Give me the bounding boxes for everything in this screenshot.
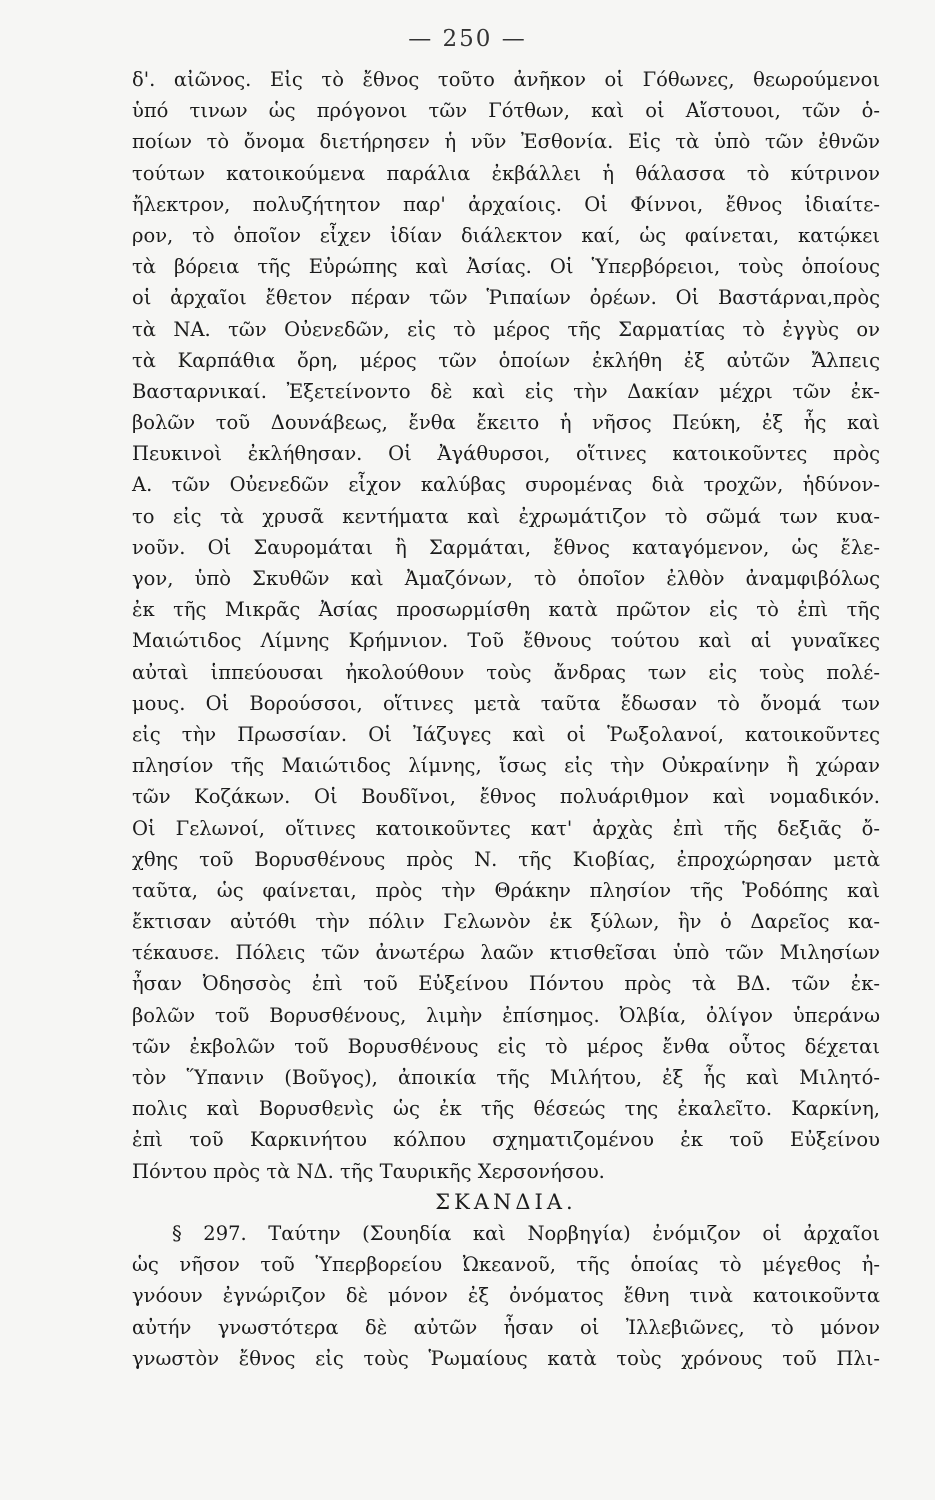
text-line: γνωστὸν ἔθνος εἰς τοὺς Ῥωμαίους κατὰ τοὺς χρόνους τοῦ Πλι- bbox=[132, 1346, 880, 1370]
page-number: — 250 — bbox=[408, 26, 527, 52]
text-line: ἦσαν Ὀδησσὸς ἐπὶ τοῦ Εὐξείνου Πόντου πρὸς τὰ ΒΔ. τῶν ἐκ- bbox=[132, 972, 880, 996]
body-text bbox=[132, 64, 880, 1374]
text-line: ὡς νῆσον τοῦ Ὑπερβορείου Ὠκεανοῦ, τῆς ὁποίας τὸ μέγεθος ἠ- bbox=[132, 1253, 880, 1277]
text-line: Α. τῶν Οὐενεδῶν εἶχον καλύβας συρομένας διὰ τροχῶν, ἡδύνον- bbox=[132, 473, 880, 497]
text-line: ἐκ τῆς Μικρᾶς Ἀσίας προσωρμίσθη κατὰ πρῶτον εἰς τὸ ἐπὶ τῆς bbox=[132, 598, 880, 622]
text-line: ρον, τὸ ὁποῖον εἶχεν ἰδίαν διάλεκτον καί, ὡς φαίνεται, κατῴκει bbox=[132, 223, 880, 247]
text-line: οἱ ἀρχαῖοι ἔθετον πέραν τῶν Ῥιπαίων ὀρέων. Οἱ Βαστάρναι,πρὸς bbox=[132, 286, 880, 310]
text-line: γνόουν ἐγνώριζον δὲ μόνον ἐξ ὀνόματος ἔθνη τινὰ κατοικοῦντα bbox=[132, 1284, 880, 1308]
paragraph-part1 bbox=[132, 64, 880, 1187]
text-line: αὐταὶ ἱππεύουσαι ἠκολούθουν τοὺς ἄνδρας των εἰς τοὺς πολέ- bbox=[132, 660, 880, 684]
text-line: πλησίον τῆς Μαιώτιδος λίμνης, ἴσως εἰς τὴν Οὐκραίνην ἢ χώραν bbox=[132, 754, 880, 778]
text-line: τὰ Καρπάθια ὄρη, μέρος τῶν ὁποίων ἐκλήθη ἐξ αὐτῶν Ἄλπεις bbox=[132, 348, 880, 372]
text-line: βολῶν τοῦ Βορυσθένους, λιμὴν ἐπίσημος. Ὀλβία, ὀλίγον ὑπεράνω bbox=[132, 1003, 880, 1027]
text-line: τούτων κατοικούμενα παράλια ἐκβάλλει ἡ θάλασσα τὸ κύτρινον bbox=[132, 161, 880, 185]
text-line: Οἱ Γελωνοί, οἵτινες κατοικοῦντες κατ' ἀρχὰς ἐπὶ τῆς δεξιᾶς ὄ- bbox=[132, 816, 880, 840]
section-heading: ΣΚΑΝΔΙΑ. bbox=[435, 1189, 577, 1214]
text-line: Πόντου πρὸς τὰ ΝΔ. τῆς Ταυρικῆς Χερσονήσου. bbox=[132, 1159, 605, 1183]
text-line: δ'. αἰῶνος. Εἰς τὸ ἔθνος τοῦτο ἀνῆκον οἱ Γόθωνες, θεωρούμενοι bbox=[132, 68, 880, 91]
paragraph-part2 bbox=[132, 1218, 880, 1374]
text-line: ἐπὶ τοῦ Καρκινήτου κόλπου σχηματιζομένου ἐκ τοῦ Εὐξείνου bbox=[132, 1128, 880, 1152]
text-line: § 297. Ταύτην (Σουηδία καὶ Νορβηγία) ἐνόμιζον οἱ ἀρχαῖοι bbox=[172, 1221, 880, 1245]
text-line: το εἰς τὰ χρυσᾶ κεντήματα καὶ ἐχρωμάτιζον τὸ σῶμά των κυα- bbox=[132, 504, 880, 528]
text-line: Βασταρνικαί. Ἐξετείνοντο δὲ καὶ εἰς τὴν Δακίαν μέχρι τῶν ἐκ- bbox=[132, 379, 880, 403]
text-line: τῶν ἐκβολῶν τοῦ Βορυσθένους εἰς τὸ μέρος ἔνθα οὗτος δέχεται bbox=[132, 1034, 880, 1058]
text-line: τέκαυσε. Πόλεις τῶν ἀνωτέρω λαῶν κτισθεῖσαι ὑπὸ τῶν Μιλησίων bbox=[132, 941, 880, 965]
text-line: νοῦν. Οἱ Σαυρομάται ἢ Σαρμάται, ἔθνος καταγόμενον, ὡς ἔλε- bbox=[132, 535, 880, 559]
text-line: ταῦτα, ὡς φαίνεται, πρὸς τὴν Θράκην πλησίον τῆς Ῥοδόπης καὶ bbox=[132, 878, 880, 902]
text-line: ἤλεκτρον, πολυζήτητον παρ' ἀρχαίοις. Οἱ Φίννοι, ἔθνος ἰδιαίτε- bbox=[132, 192, 880, 216]
text-line: μους. Οἱ Βορούσσοι, οἵτινες μετὰ ταῦτα ἔδωσαν τὸ ὄνομά των bbox=[132, 691, 880, 715]
text-line: τὰ βόρεια τῆς Εὐρώπης καὶ Ἀσίας. Οἱ Ὑπερβόρειοι, τοὺς ὁποίους bbox=[132, 255, 880, 279]
text-line: Μαιώτιδος Λίμνης Κρήμνιον. Τοῦ ἔθνους τούτου καὶ αἱ γυναῖκες bbox=[132, 629, 880, 653]
text-line: ἔκτισαν αὐτόθι τὴν πόλιν Γελωνὸν ἐκ ξύλων, ἣν ὁ Δαρεῖος κα- bbox=[132, 910, 880, 934]
text-line: Πευκινοὶ ἐκλήθησαν. Οἱ Ἀγάθυρσοι, οἵτινες κατοικοῦντες πρὸς bbox=[132, 442, 880, 466]
text-line: βολῶν τοῦ Δουνάβεως, ἔνθα ἔκειτο ἡ νῆσος Πεύκη, ἐξ ἧς καὶ bbox=[132, 411, 880, 435]
text-line: εἰς τὴν Πρωσσίαν. Οἱ Ἰάζυγες καὶ οἱ Ῥωξολανοί, κατοικοῦντες bbox=[132, 722, 880, 746]
text-line: ὑπό τινων ὡς πρόγονοι τῶν Γότθων, καὶ οἱ Αἴστουοι, τῶν ὁ- bbox=[132, 99, 880, 123]
text-line: γον, ὑπὸ Σκυθῶν καὶ Ἀμαζόνων, τὸ ὁποῖον ἐλθὸν ἀναμφιβόλως bbox=[132, 567, 880, 590]
text-line: τῶν Κοζάκων. Οἱ Βουδῖνοι, ἔθνος πολυάριθμον καὶ νομαδικόν. bbox=[132, 785, 880, 809]
text-line: πολις καὶ Βορυσθενὶς ὡς ἐκ τῆς θέσεώς της ἐκαλεῖτο. Καρκίνη, bbox=[132, 1097, 880, 1121]
text-line: χθης τοῦ Βορυσθένους πρὸς Ν. τῆς Κιοβίας, ἐπροχώρησαν μετὰ bbox=[132, 847, 880, 871]
text-line: τὰ ΝΑ. τῶν Οὐενεδῶν, εἰς τὸ μέρος τῆς Σαρματίας τὸ ἐγγὺς ον bbox=[132, 317, 880, 341]
text-line: τὸν Ὕπανιν (Βοῦγος), ἀποικία τῆς Μιλήτου, ἐξ ἧς καὶ Μιλητό- bbox=[132, 1066, 880, 1089]
text-line: ποίων τὸ ὄνομα διετήρησεν ἡ νῦν Ἐσθονία. Εἰς τὰ ὑπὸ τῶν ἐθνῶν bbox=[132, 130, 880, 154]
text-line: αὐτήν γνωστότερα δὲ αὐτῶν ἦσαν οἱ Ἰλλεβιῶνες, τὸ μόνον bbox=[132, 1315, 880, 1339]
